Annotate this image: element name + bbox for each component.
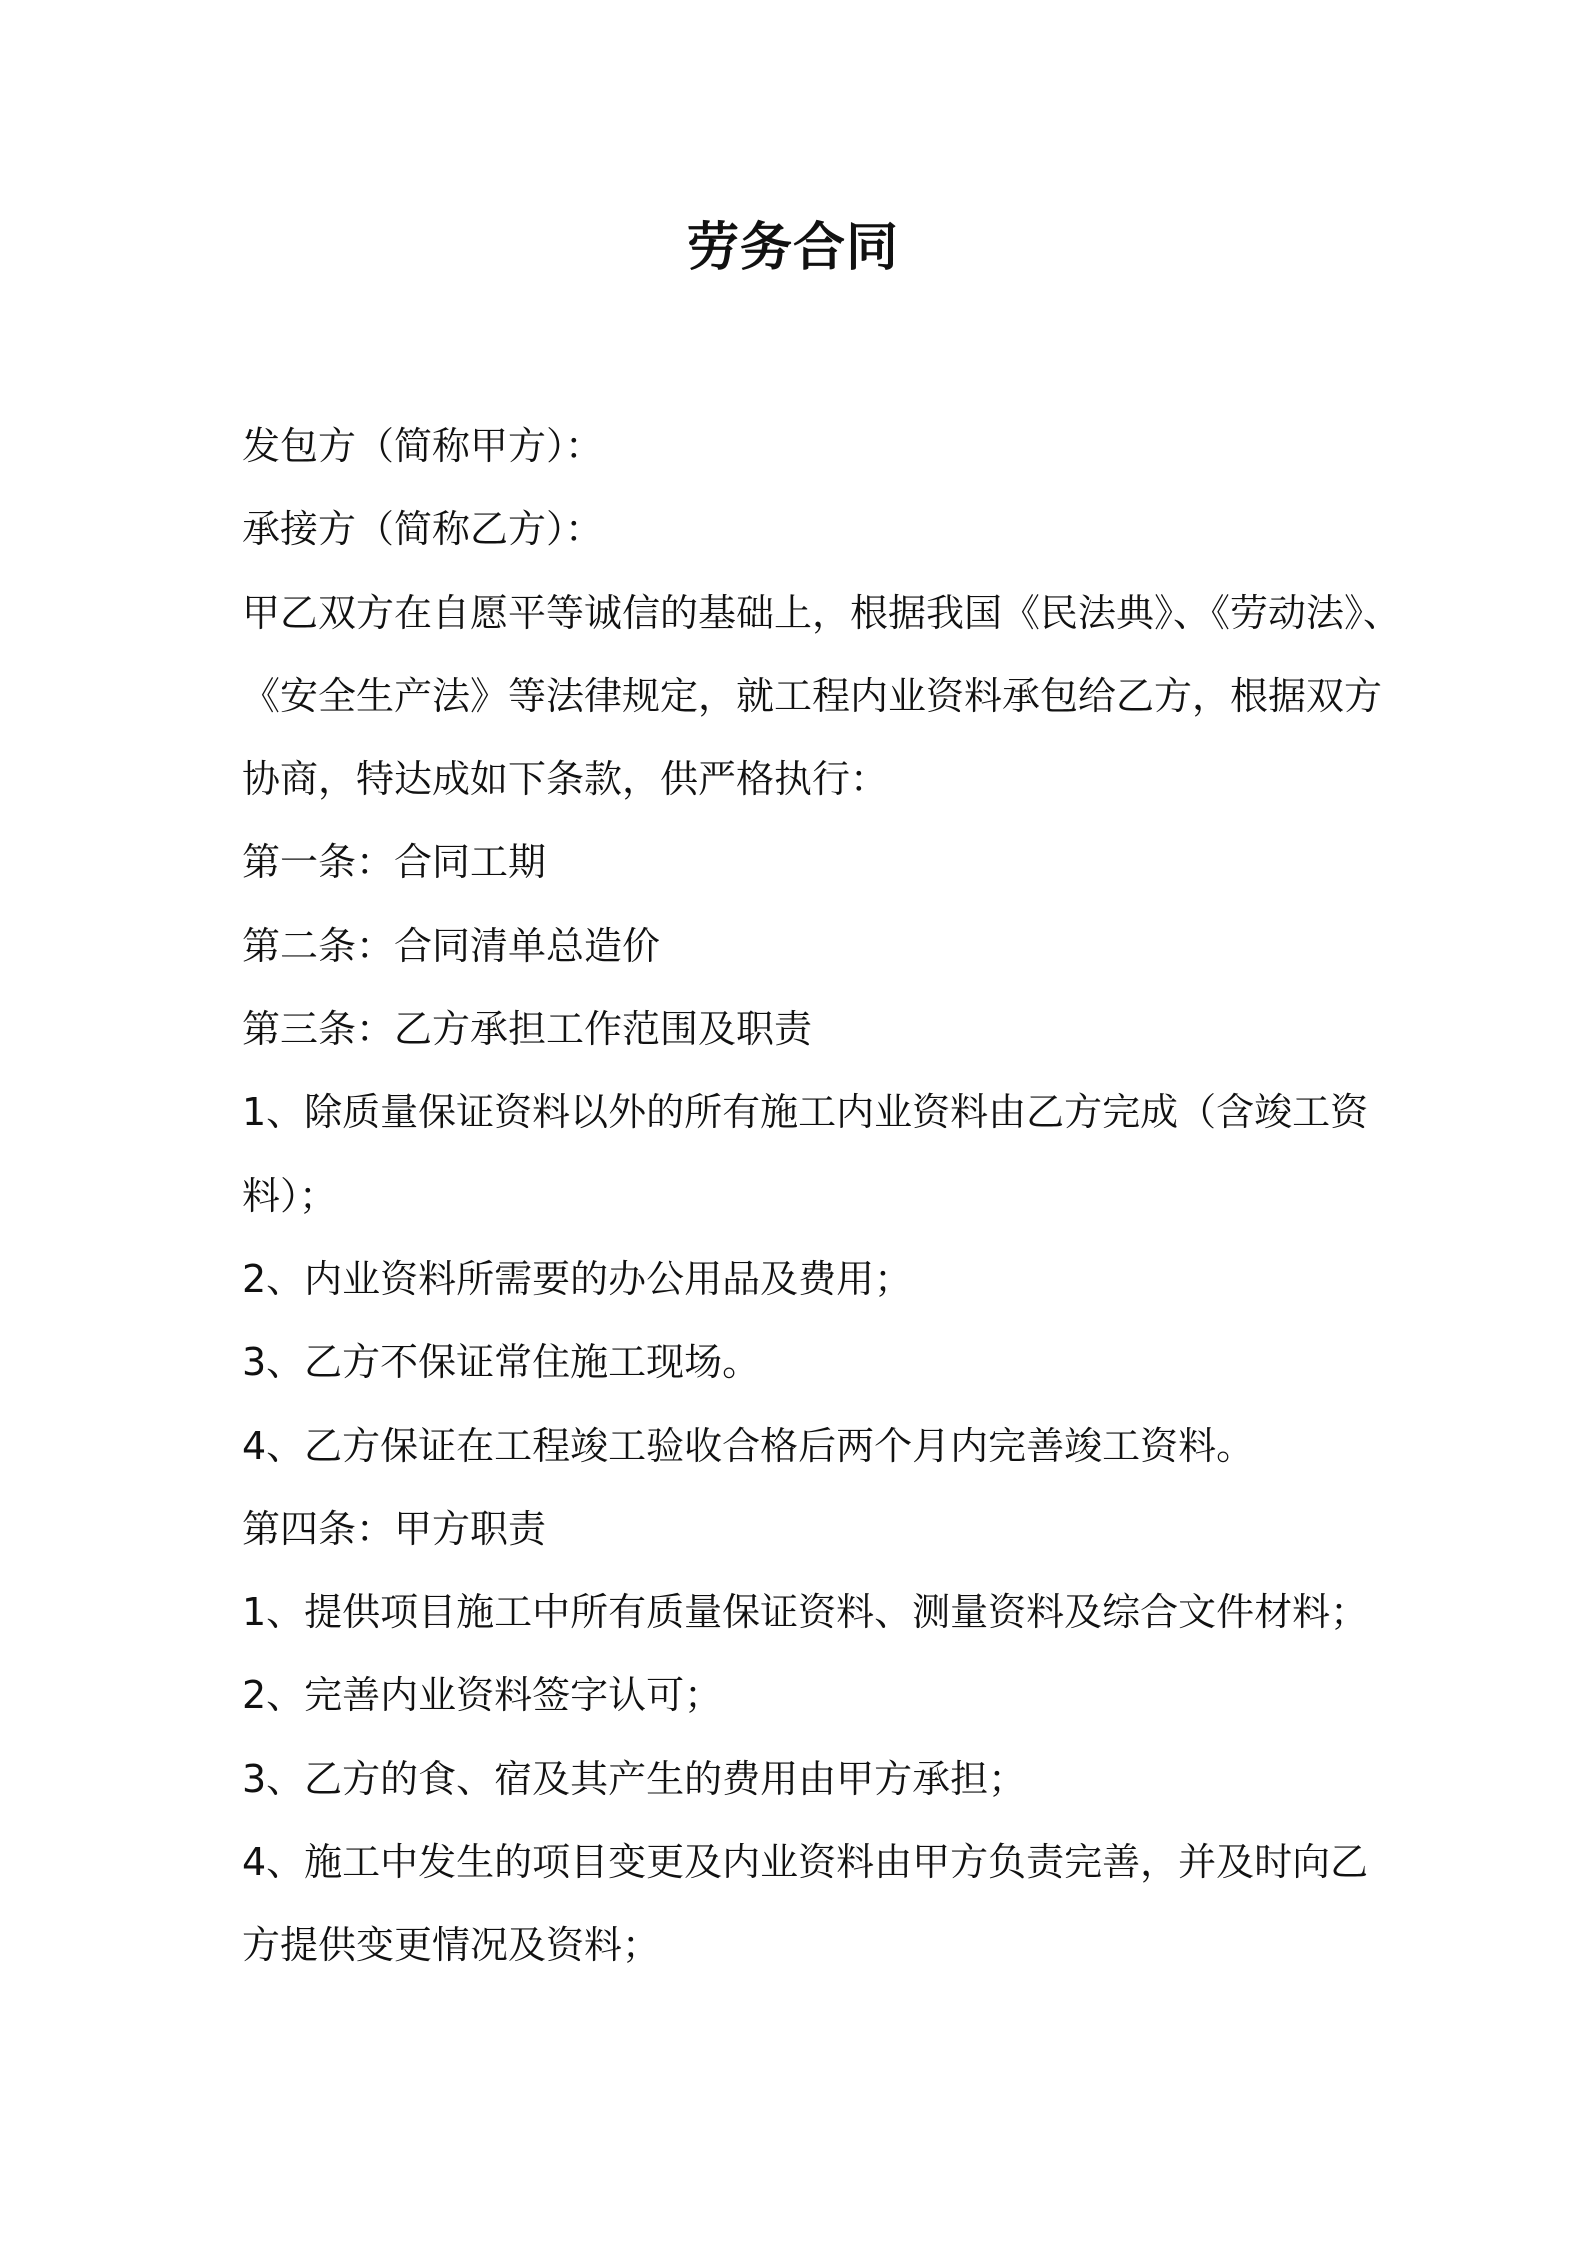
- clause-line: 方提供变更情况及资料；: [242, 1923, 661, 1968]
- preamble-line: 《安全生产法》等法律规定，就工程内业资料承包给乙方，根据双方: [242, 673, 1383, 718]
- clause-line: 1、提供项目施工中所有质量保证资料、测量资料及综合文件材料；: [242, 1590, 1369, 1635]
- clause-line: 3、乙方的食、宿及其产生的费用由甲方承担；: [242, 1756, 1027, 1801]
- clause-line: 4、乙方保证在工程竣工验收合格后两个月内完善竣工资料。: [242, 1423, 1255, 1468]
- document-title: 劳务合同: [686, 218, 899, 278]
- clause-line: 2、完善内业资料签字认可；: [242, 1673, 723, 1718]
- clause-line: 1、除质量保证资料以外的所有施工内业资料由乙方完成（含竣工资: [242, 1090, 1369, 1135]
- article-heading: 第四条：甲方职责: [242, 1506, 547, 1551]
- article-heading: 第一条：合同工期: [242, 840, 547, 885]
- clause-line: 2、内业资料所需要的办公用品及费用；: [242, 1256, 913, 1301]
- party-a-line: 发包方（简称甲方）：: [242, 424, 604, 468]
- clause-line: 4、施工中发生的项目变更及内业资料由甲方负责完善，并及时向乙: [242, 1840, 1369, 1885]
- clause-line: 料）；: [242, 1173, 338, 1218]
- article-heading: 第三条：乙方承担工作范围及职责: [242, 1007, 813, 1052]
- contract-body: [242, 405, 1402, 1988]
- preamble-line: 协商，特达成如下条款，供严格执行：: [242, 757, 889, 802]
- preamble-line: 甲乙双方在自愿平等诚信的基础上，根据我国《民法典》、《劳动法》、: [242, 590, 1402, 635]
- clause-line: 3、乙方不保证常住施工现场。: [242, 1340, 761, 1385]
- party-b-line: 承接方（简称乙方）：: [242, 507, 604, 552]
- article-heading: 第二条：合同清单总造价: [242, 923, 661, 968]
